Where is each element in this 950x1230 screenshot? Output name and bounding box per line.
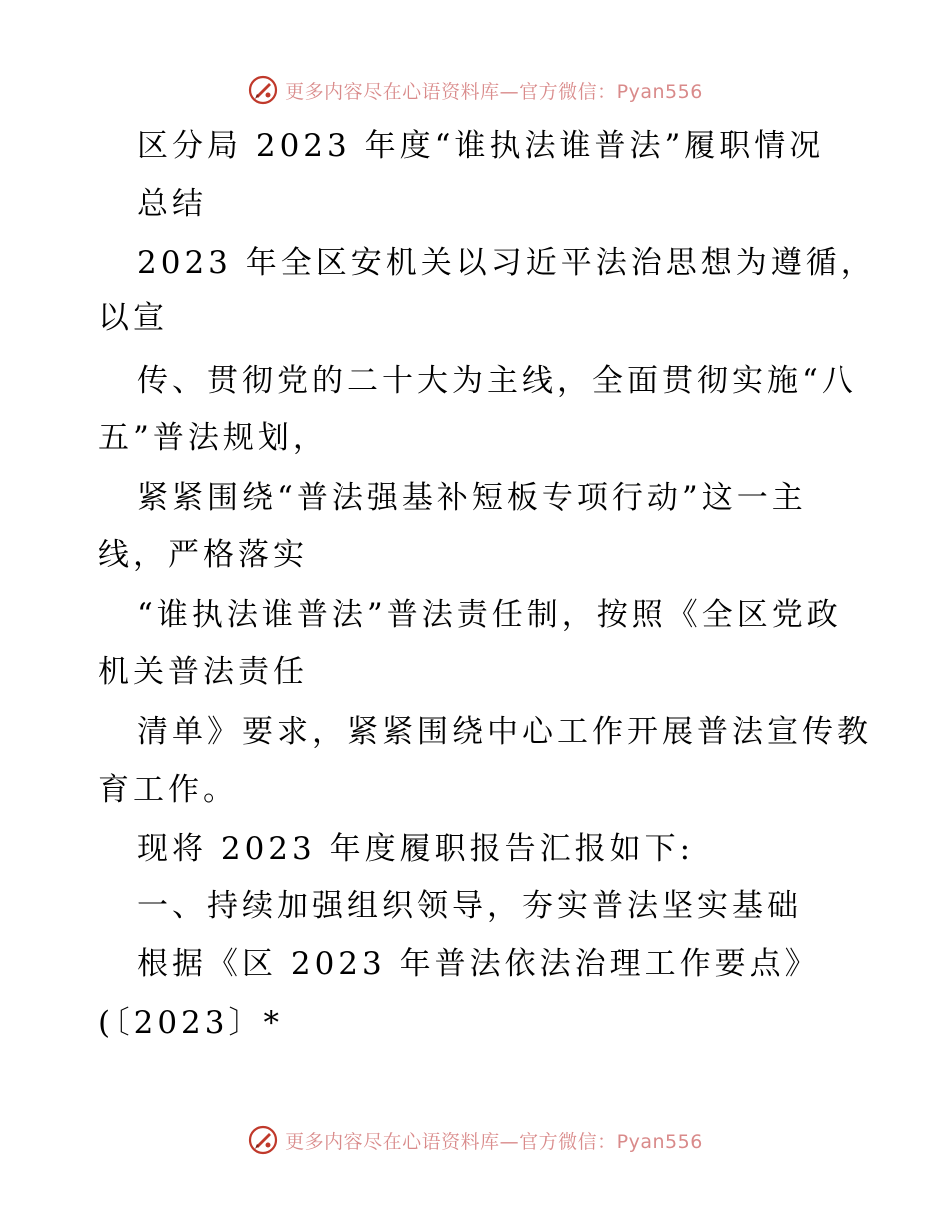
doc-title-line-1: 区分局 2023 年度“谁执法谁普法”履职情况	[137, 128, 825, 164]
section-heading: 一、持续加强组织领导，夯实普法坚实基础	[137, 888, 802, 924]
header-watermark	[0, 70, 950, 110]
paragraph-line: 现将 2023 年度履职报告汇报如下:	[137, 831, 695, 867]
quill-seal-icon	[247, 74, 279, 106]
quill-seal-icon	[247, 1124, 279, 1156]
paragraph-line: 以宣	[98, 300, 168, 336]
paragraph-line: 2023 年全区安机关以习近平法治思想为遵循，	[137, 245, 876, 281]
watermark-text: 更多内容尽在心语资料库—官方微信：Pyan556	[285, 80, 703, 103]
paragraph-line: 根据《区 2023 年普法依法治理工作要点》	[137, 946, 820, 982]
paragraph-line: 育工作。	[98, 772, 238, 808]
paragraph-line: 紧紧围绕“普法强基补短板专项行动”这一主	[137, 480, 807, 516]
paragraph-line: 五”普法规划，	[98, 420, 328, 456]
paragraph-line: 清单》要求，紧紧围绕中心工作开展普法宣传教	[137, 714, 872, 750]
footer-watermark	[0, 1120, 950, 1160]
doc-title-line-2: 总结	[137, 186, 207, 222]
paragraph-line: 线，严格落实	[98, 537, 308, 573]
paragraph-line: 机关普法责任	[98, 654, 308, 690]
paragraph-line: “谁执法谁普法”普法责任制，按照《全区党政	[137, 597, 842, 633]
paragraph-line: 传、贯彻党的二十大为主线，全面贯彻实施“八	[137, 363, 857, 399]
watermark-text: 更多内容尽在心语资料库—官方微信：Pyan556	[285, 1130, 703, 1153]
paragraph-line: (〔2023〕*	[98, 1005, 283, 1041]
